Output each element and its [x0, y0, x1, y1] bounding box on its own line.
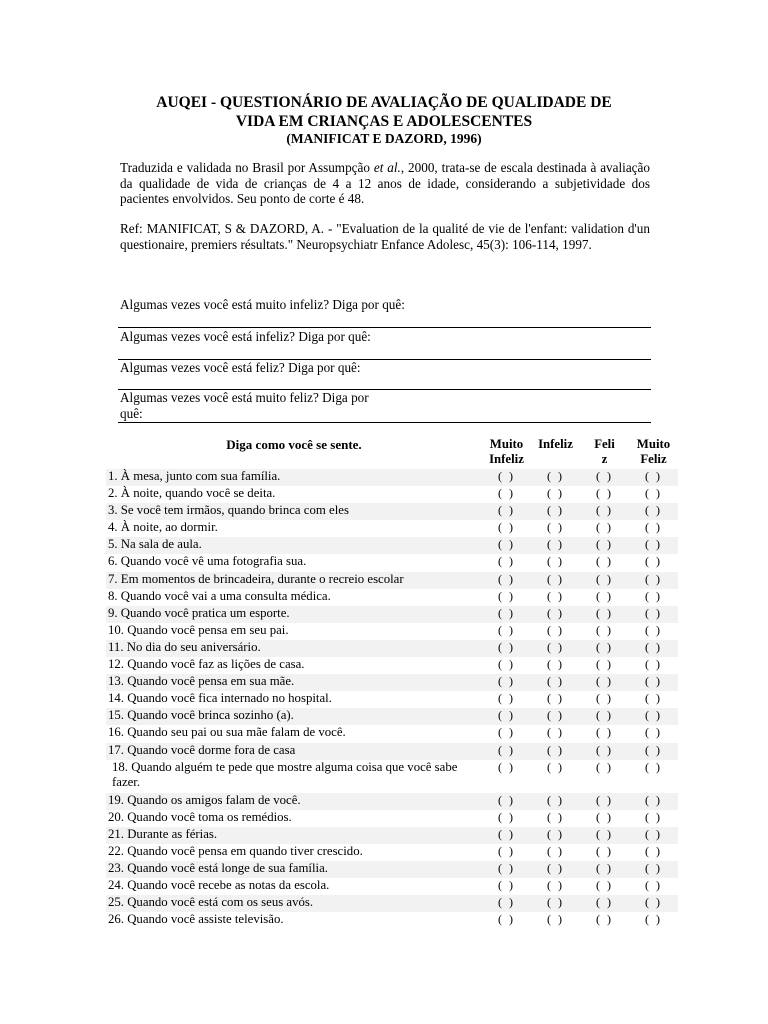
option-muito-infeliz[interactable]: ( ) [482, 743, 531, 760]
question-text: 10. Quando você pensa em seu pai. [108, 622, 289, 637]
question-text: 11. No dia do seu aniversário. [106, 640, 482, 657]
option-feliz[interactable]: ( ) [596, 622, 613, 637]
option-muito-infeliz[interactable]: ( ) [498, 622, 515, 637]
table-row [106, 469, 678, 486]
option-muito-infeliz[interactable]: ( ) [482, 503, 531, 520]
option-infeliz[interactable]: ( ) [547, 725, 564, 740]
option-feliz[interactable]: ( ) [580, 674, 629, 691]
question-text: 7. Em momentos de brincadeira, durante o recreio escolar [106, 572, 482, 589]
feelings-table [106, 436, 678, 929]
question-column-header: Diga como você se sente. [226, 437, 362, 452]
option-muito-feliz[interactable]: ( ) [645, 912, 662, 927]
table-row [106, 895, 678, 912]
option-muito-infeliz[interactable]: ( ) [482, 895, 531, 912]
question-text: 25. Quando você está com os seus avós. [106, 895, 482, 912]
table-row [106, 554, 678, 571]
option-muito-feliz[interactable]: ( ) [645, 809, 662, 824]
option-infeliz[interactable]: ( ) [531, 895, 580, 912]
option-muito-infeliz[interactable]: ( ) [482, 640, 531, 657]
table-row [106, 606, 678, 623]
option-feliz[interactable]: ( ) [580, 503, 629, 520]
option-muito-feliz[interactable]: ( ) [629, 572, 678, 589]
option-muito-feliz[interactable]: ( ) [645, 725, 662, 740]
table-row [106, 572, 678, 589]
option-infeliz[interactable]: ( ) [531, 537, 580, 554]
intro-text-b: , 2000, trata-se de escala destinada à avaliação da qualidade de vida de crianças de 4 a 12 anos de idade, considerando a subjetividade dos pacientes envolvidos. Seu ponto de corte é 48. [120, 160, 650, 206]
option-infeliz[interactable]: ( ) [531, 861, 580, 878]
option-infeliz[interactable]: ( ) [547, 588, 564, 603]
option-infeliz[interactable]: ( ) [547, 843, 564, 858]
option-muito-infeliz[interactable]: ( ) [498, 759, 515, 774]
option-feliz[interactable]: ( ) [580, 827, 629, 844]
option-muito-infeliz[interactable]: ( ) [498, 588, 515, 603]
option-feliz[interactable]: ( ) [580, 895, 629, 912]
option-muito-infeliz[interactable]: ( ) [498, 486, 515, 501]
question-text: 12. Quando você faz as lições de casa. [108, 657, 305, 672]
option-feliz[interactable]: ( ) [580, 861, 629, 878]
document-title [100, 93, 668, 146]
option-muito-feliz[interactable]: ( ) [645, 691, 662, 706]
option-feliz[interactable]: ( ) [596, 588, 613, 603]
question-text: 23. Quando você está longe de sua família. [106, 861, 482, 878]
option-muito-feliz[interactable]: ( ) [629, 895, 678, 912]
table-row [106, 503, 678, 520]
column-header-muito-feliz: Muito Feliz [636, 437, 671, 466]
option-infeliz[interactable]: ( ) [531, 708, 580, 725]
option-feliz[interactable]: ( ) [596, 725, 613, 740]
option-infeliz[interactable]: ( ) [547, 486, 564, 501]
table-row [106, 743, 678, 760]
table-row [106, 640, 678, 657]
option-muito-feliz[interactable]: ( ) [629, 743, 678, 760]
answer-line [118, 422, 651, 423]
option-muito-infeliz[interactable]: ( ) [498, 554, 515, 569]
option-infeliz[interactable]: ( ) [531, 503, 580, 520]
option-muito-infeliz[interactable]: ( ) [498, 657, 515, 672]
table-row [106, 589, 678, 606]
option-infeliz[interactable]: ( ) [531, 827, 580, 844]
open-question-very-happy-cont: quê: [120, 406, 143, 421]
option-infeliz[interactable]: ( ) [531, 793, 580, 810]
option-infeliz[interactable]: ( ) [547, 759, 564, 774]
table-row [106, 844, 678, 861]
question-text: 18. Quando alguém te pede que mostre alguma coisa que você sabe fazer. [112, 759, 458, 789]
option-muito-infeliz[interactable]: ( ) [482, 469, 531, 486]
option-muito-infeliz[interactable]: ( ) [498, 878, 515, 893]
option-infeliz[interactable]: ( ) [531, 572, 580, 589]
option-feliz[interactable]: ( ) [580, 708, 629, 725]
option-infeliz[interactable]: ( ) [531, 743, 580, 760]
option-feliz[interactable]: ( ) [596, 554, 613, 569]
option-muito-feliz[interactable]: ( ) [629, 503, 678, 520]
option-muito-infeliz[interactable]: ( ) [498, 843, 515, 858]
table-row [106, 520, 678, 537]
question-text: 13. Quando você pensa em sua mãe. [106, 674, 482, 691]
option-muito-infeliz[interactable]: ( ) [482, 572, 531, 589]
option-muito-infeliz[interactable]: ( ) [498, 691, 515, 706]
option-muito-infeliz[interactable]: ( ) [498, 912, 515, 927]
intro-text-a: Traduzida e validada no Brasil por Assumpção [120, 160, 374, 175]
option-muito-infeliz[interactable]: ( ) [482, 606, 531, 623]
open-question-unhappy: Algumas vezes você está infeliz? Diga por quê: [120, 329, 371, 344]
option-feliz[interactable]: ( ) [596, 912, 613, 927]
option-feliz[interactable]: ( ) [596, 809, 613, 824]
option-infeliz[interactable]: ( ) [547, 657, 564, 672]
question-text: 2. À noite, quando você se deita. [108, 486, 276, 501]
option-muito-feliz[interactable]: ( ) [645, 520, 662, 535]
option-muito-feliz[interactable]: ( ) [629, 674, 678, 691]
option-muito-infeliz[interactable]: ( ) [482, 708, 531, 725]
table-row [106, 691, 678, 708]
question-text: 24. Quando você recebe as notas da escola. [108, 878, 330, 893]
table-row [106, 657, 678, 674]
table-row [106, 486, 678, 503]
column-header-muito-infeliz: Muito Infeliz [489, 437, 524, 466]
column-header-infeliz: Infeliz [538, 437, 573, 451]
option-muito-infeliz[interactable]: ( ) [482, 827, 531, 844]
option-feliz[interactable]: ( ) [596, 759, 613, 774]
title-line-1: AUQEI - QUESTIONÁRIO DE AVALIAÇÃO DE QUALIDADE DE [156, 94, 612, 111]
table-header-row [106, 436, 678, 469]
option-feliz[interactable]: ( ) [580, 606, 629, 623]
question-text: 26. Quando você assiste televisão. [108, 912, 284, 927]
option-feliz[interactable]: ( ) [580, 640, 629, 657]
question-text: 16. Quando seu pai ou sua mãe falam de você. [108, 725, 346, 740]
option-muito-feliz[interactable]: ( ) [645, 657, 662, 672]
table-row [106, 537, 678, 554]
title-citation: (MANIFICAT E DAZORD, 1996) [286, 131, 482, 146]
option-infeliz[interactable]: ( ) [547, 691, 564, 706]
option-muito-feliz[interactable]: ( ) [629, 640, 678, 657]
question-text: 15. Quando você brinca sozinho (a). [106, 708, 482, 725]
option-muito-infeliz[interactable]: ( ) [482, 537, 531, 554]
question-text: 4. À noite, ao dormir. [108, 520, 218, 535]
table-row [106, 810, 678, 827]
table-row [106, 827, 678, 844]
intro-paragraph [120, 160, 650, 207]
option-muito-infeliz[interactable]: ( ) [482, 674, 531, 691]
option-infeliz[interactable]: ( ) [531, 469, 580, 486]
option-infeliz[interactable]: ( ) [531, 640, 580, 657]
table-row [106, 793, 678, 810]
option-feliz[interactable]: ( ) [580, 469, 629, 486]
option-muito-infeliz[interactable]: ( ) [498, 520, 515, 535]
question-text: 3. Se você tem irmãos, quando brinca com eles [106, 503, 482, 520]
option-muito-feliz[interactable]: ( ) [629, 708, 678, 725]
option-feliz[interactable]: ( ) [596, 657, 613, 672]
table-row [106, 878, 678, 895]
option-muito-feliz[interactable]: ( ) [645, 588, 662, 603]
question-text: 17. Quando você dorme fora de casa [106, 743, 482, 760]
option-muito-feliz[interactable]: ( ) [645, 554, 662, 569]
option-muito-infeliz[interactable]: ( ) [482, 793, 531, 810]
table-row [106, 708, 678, 725]
question-text: 1. À mesa, junto com sua família. [106, 469, 482, 486]
question-text: 14. Quando você fica internado no hospital. [108, 691, 332, 706]
question-text: 21. Durante as férias. [106, 827, 482, 844]
option-muito-feliz[interactable]: ( ) [629, 606, 678, 623]
option-muito-feliz[interactable]: ( ) [629, 793, 678, 810]
table-row [106, 760, 678, 793]
question-text: 9. Quando você pratica um esporte. [106, 606, 482, 623]
option-infeliz[interactable]: ( ) [531, 674, 580, 691]
intro-text-italic: et al. [373, 160, 401, 175]
option-muito-feliz[interactable]: ( ) [629, 861, 678, 878]
option-infeliz[interactable]: ( ) [547, 912, 564, 927]
option-muito-feliz[interactable]: ( ) [629, 537, 678, 554]
table-row [106, 912, 678, 929]
option-infeliz[interactable]: ( ) [531, 606, 580, 623]
option-feliz[interactable]: ( ) [580, 793, 629, 810]
option-feliz[interactable]: ( ) [580, 537, 629, 554]
option-feliz[interactable]: ( ) [580, 743, 629, 760]
option-feliz[interactable]: ( ) [596, 691, 613, 706]
option-feliz[interactable]: ( ) [596, 843, 613, 858]
option-muito-feliz[interactable]: ( ) [645, 486, 662, 501]
option-muito-infeliz[interactable]: ( ) [482, 861, 531, 878]
question-text: 5. Na sala de aula. [106, 537, 482, 554]
answer-line [118, 327, 651, 328]
question-text: 19. Quando os amigos falam de você. [106, 793, 482, 810]
question-text: 20. Quando você toma os remédios. [108, 809, 292, 824]
option-infeliz[interactable]: ( ) [547, 809, 564, 824]
option-infeliz[interactable]: ( ) [547, 622, 564, 637]
option-muito-feliz[interactable]: ( ) [629, 827, 678, 844]
table-row [106, 674, 678, 691]
column-header-feliz: Feli z [594, 437, 615, 466]
option-infeliz[interactable]: ( ) [547, 878, 564, 893]
open-question-very-unhappy: Algumas vezes você está muito infeliz? Diga por quê: [120, 297, 405, 312]
option-muito-feliz[interactable]: ( ) [645, 622, 662, 637]
option-muito-infeliz[interactable]: ( ) [498, 725, 515, 740]
open-question-happy: Algumas vezes você está feliz? Diga por quê: [120, 360, 361, 375]
option-muito-feliz[interactable]: ( ) [645, 759, 662, 774]
option-feliz[interactable]: ( ) [596, 520, 613, 535]
option-muito-infeliz[interactable]: ( ) [498, 809, 515, 824]
question-text: 22. Quando você pensa em quando tiver crescido. [108, 843, 363, 858]
option-muito-feliz[interactable]: ( ) [629, 469, 678, 486]
option-muito-feliz[interactable]: ( ) [645, 878, 662, 893]
option-infeliz[interactable]: ( ) [547, 520, 564, 535]
table-row [106, 861, 678, 878]
title-line-2: VIDA EM CRIANÇAS E ADOLESCENTES [235, 113, 533, 130]
option-feliz[interactable]: ( ) [580, 572, 629, 589]
table-row [106, 623, 678, 640]
option-infeliz[interactable]: ( ) [547, 554, 564, 569]
open-question-very-happy: Algumas vezes você está muito feliz? Diga por [120, 390, 369, 405]
reference-paragraph: Ref: MANIFICAT, S & DAZORD, A. - "Evaluation de la qualité de vie de l'enfant: validation d'un questionaire, premiers résultats." Neuropsychiatr Enfance Adolesc, 45(3): 106-114, 1997. [120, 221, 650, 252]
table-row [106, 725, 678, 742]
option-muito-feliz[interactable]: ( ) [645, 843, 662, 858]
option-feliz[interactable]: ( ) [596, 486, 613, 501]
question-text: 6. Quando você vê uma fotografia sua. [108, 554, 307, 569]
option-feliz[interactable]: ( ) [596, 878, 613, 893]
question-text: 8. Quando você vai a uma consulta médica. [108, 588, 331, 603]
